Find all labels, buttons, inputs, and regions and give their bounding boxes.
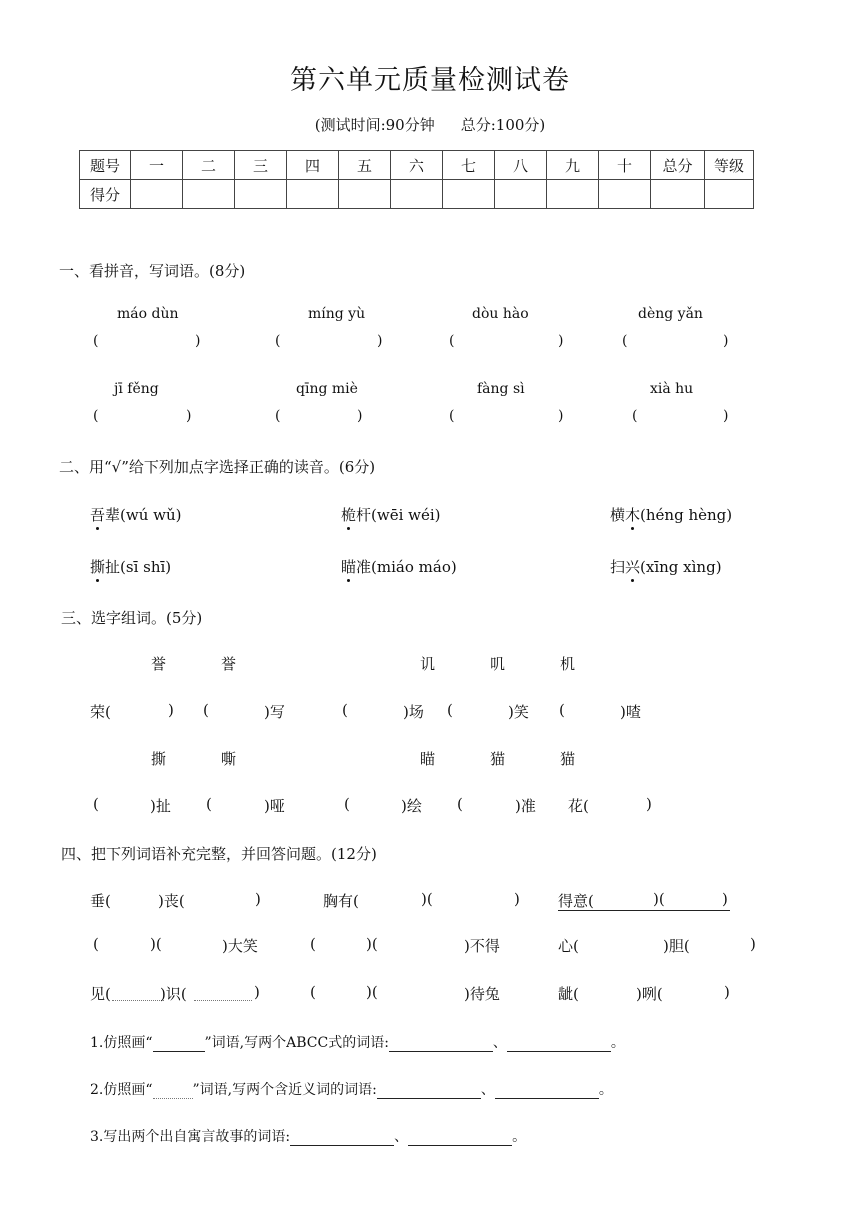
period: 。	[512, 1129, 527, 1145]
question-2	[90, 1079, 613, 1099]
fill-text: 胸有(	[323, 892, 359, 910]
period: 。	[610, 1035, 625, 1051]
reading-options[interactable]: (miáo máo)	[371, 558, 457, 576]
dotted-char: 木	[625, 506, 641, 524]
question-text: ”词语,写两个含近义词的词语:	[192, 1082, 377, 1098]
fill-text: )写	[264, 703, 285, 721]
pinyin: fàng sì	[477, 381, 525, 397]
fill-text: 花(	[568, 797, 589, 815]
section-4-heading: 四、把下列词语补充完整，并回答问题。(12分)	[61, 845, 377, 863]
reading-options[interactable]: (wēi wéi)	[371, 506, 441, 524]
dotted-char: 吾	[90, 506, 106, 524]
fill-text: (	[447, 701, 453, 719]
char-option: 誉	[221, 655, 237, 673]
score-header-cell: 一	[131, 151, 183, 180]
fill-text: (	[310, 983, 316, 1001]
dotted-char: 瞄	[341, 558, 357, 576]
item-word: 横	[610, 506, 626, 524]
answer-bracket-close: )	[558, 408, 564, 424]
separator: 、	[480, 1082, 495, 1098]
fill-text: )绘	[401, 797, 422, 815]
reading-item	[610, 504, 732, 525]
reading-options[interactable]: (wú wǔ)	[120, 506, 182, 524]
item-word: 扫	[610, 558, 626, 576]
section-2-heading: 二、用“√”给下列加点字选择正确的读音。(6分)	[59, 458, 376, 476]
score-input-cell[interactable]	[131, 180, 183, 209]
fill-text: )大笑	[222, 937, 258, 955]
pinyin: dòu hào	[472, 306, 529, 322]
score-header-cell: 总分	[651, 151, 705, 180]
fill-text: (	[93, 935, 99, 953]
score-row-label: 得分	[80, 180, 131, 209]
fill-text: (	[93, 795, 99, 813]
fill-text: )	[646, 795, 652, 813]
fill-text: )	[750, 935, 756, 953]
dotted-char: 桅	[341, 506, 357, 524]
section-1-heading: 一、看拼音，写词语。(8分)	[59, 262, 246, 280]
score-table-header-row	[80, 151, 754, 180]
fill-text: )	[724, 983, 730, 1001]
char-option: 机	[560, 655, 576, 673]
dotted-underlined-idiom	[90, 983, 262, 1002]
char-option: 瞄	[420, 750, 436, 768]
reading-options[interactable]: (héng hèng)	[640, 506, 733, 524]
score-input-cell[interactable]	[235, 180, 287, 209]
score-header-cell: 三	[235, 151, 287, 180]
score-input-cell[interactable]	[183, 180, 235, 209]
question-text: 2.仿照画“	[90, 1082, 153, 1098]
fill-text: )	[722, 890, 728, 908]
score-header-cell: 等级	[705, 151, 754, 180]
fill-text: (	[206, 795, 212, 813]
underline-sample	[153, 1036, 205, 1052]
answer-blank[interactable]	[507, 1036, 611, 1052]
fill-text: (	[310, 935, 316, 953]
section-3-heading: 三、选字组词。(5分)	[61, 609, 203, 627]
pinyin: dèng yǎn	[638, 306, 703, 322]
answer-blank[interactable]	[290, 1130, 394, 1146]
fill-text: 垂(	[90, 892, 111, 910]
separator: 、	[492, 1035, 507, 1051]
fill-text: )哑	[264, 797, 285, 815]
fill-text: )胆(	[663, 937, 690, 955]
test-info	[0, 114, 860, 135]
fill-text: 见(	[90, 985, 111, 1003]
pinyin: míng yù	[308, 306, 366, 322]
answer-blank[interactable]	[495, 1083, 599, 1099]
char-option: 撕	[151, 750, 167, 768]
answer-bracket-close: )	[558, 333, 564, 349]
pinyin: qīng miè	[296, 381, 358, 397]
score-header-cell: 四	[287, 151, 339, 180]
answer-bracket-open: (	[93, 408, 99, 424]
underlined-idiom	[558, 890, 730, 911]
test-time: (测试时间:90分钟	[314, 116, 435, 134]
score-input-cell[interactable]	[599, 180, 651, 209]
score-header-cell: 十	[599, 151, 651, 180]
fill-text: )识(	[160, 985, 187, 1003]
fill-text: )	[168, 701, 174, 719]
pinyin: jī fěng	[114, 381, 159, 397]
question-3	[90, 1126, 526, 1146]
fill-text: 心(	[558, 937, 579, 955]
score-header-cell: 八	[495, 151, 547, 180]
reading-item	[90, 556, 171, 577]
reading-options[interactable]: (sī shī)	[120, 558, 172, 576]
reading-item	[341, 556, 457, 577]
pinyin: máo dùn	[117, 306, 179, 322]
item-word: 杆	[356, 506, 372, 524]
score-header-cell: 题号	[80, 151, 131, 180]
answer-bracket-open: (	[449, 333, 455, 349]
question-text: 1.仿照画“	[90, 1035, 153, 1051]
score-header-cell: 二	[183, 151, 235, 180]
fill-text: )扯	[150, 797, 171, 815]
question-text: 3.写出两个出自寓言故事的词语:	[90, 1129, 291, 1145]
fill-text: )	[255, 890, 261, 908]
answer-bracket-open: (	[275, 333, 281, 349]
answer-bracket-open: (	[632, 408, 638, 424]
reading-item	[90, 504, 182, 525]
answer-bracket-open: (	[622, 333, 628, 349]
reading-item	[610, 556, 722, 577]
separator: 、	[394, 1129, 409, 1145]
fill-text: )准	[515, 797, 536, 815]
answer-bracket-close: )	[195, 333, 201, 349]
dotted-char: 撕	[90, 558, 106, 576]
fill-text: 荣(	[90, 703, 111, 721]
fill-text: 龇(	[558, 985, 579, 1003]
fill-text: (	[344, 795, 350, 813]
score-table	[79, 150, 754, 209]
score-input-cell[interactable]	[495, 180, 547, 209]
fill-text: (	[342, 701, 348, 719]
char-option: 猫	[490, 750, 506, 768]
fill-text: )待兔	[464, 985, 500, 1003]
answer-bracket-close: )	[377, 333, 383, 349]
score-header-cell: 六	[391, 151, 443, 180]
score-input-cell[interactable]	[651, 180, 705, 209]
char-option: 嘶	[221, 750, 237, 768]
fill-text: )(	[421, 890, 433, 908]
question-text: ”词语,写两个ABCC式的词语:	[204, 1035, 389, 1051]
fill-text: (	[559, 701, 565, 719]
answer-bracket-close: )	[357, 408, 363, 424]
page-title: 第六单元质量检测试卷	[290, 65, 570, 96]
answer-bracket-open: (	[449, 408, 455, 424]
char-option: 讥	[420, 655, 436, 673]
fill-text: )不得	[464, 937, 500, 955]
reading-options[interactable]: (xīng xìng)	[640, 558, 722, 576]
char-option: 猫	[560, 750, 576, 768]
score-header-cell: 五	[339, 151, 391, 180]
fill-text: )笑	[508, 703, 529, 721]
fill-text: )	[514, 890, 520, 908]
score-table-score-row	[80, 180, 754, 209]
fill-text: )(	[150, 935, 162, 953]
reading-item	[341, 504, 441, 525]
score-input-cell[interactable]	[705, 180, 754, 209]
fill-text: )(	[653, 890, 665, 908]
pinyin: xià hu	[650, 381, 694, 397]
score-input-cell[interactable]	[547, 180, 599, 209]
score-header-cell: 七	[443, 151, 495, 180]
answer-bracket-close: )	[723, 333, 729, 349]
score-input-cell[interactable]	[391, 180, 443, 209]
total-score: 总分:100分)	[460, 116, 546, 134]
answer-bracket-open: (	[93, 333, 99, 349]
answer-blank[interactable]	[408, 1130, 512, 1146]
dotted-char: 兴	[625, 558, 641, 576]
score-header-cell: 九	[547, 151, 599, 180]
char-option: 叽	[490, 655, 506, 673]
char-option: 誉	[151, 655, 167, 673]
fill-text: 得意(	[558, 892, 594, 910]
item-word: 准	[356, 558, 372, 576]
fill-text: )咧(	[636, 985, 663, 1003]
fill-text: )	[254, 983, 260, 1001]
answer-bracket-close: )	[186, 408, 192, 424]
item-word: 辈	[105, 506, 121, 524]
question-1	[90, 1032, 625, 1052]
fill-text: )喳	[620, 703, 641, 721]
fill-text: )场	[403, 703, 424, 721]
score-input-cell[interactable]	[287, 180, 339, 209]
answer-blank[interactable]	[389, 1036, 493, 1052]
period: 。	[598, 1082, 613, 1098]
fill-text: (	[457, 795, 463, 813]
fill-text: )(	[366, 935, 378, 953]
answer-bracket-close: )	[723, 408, 729, 424]
fill-text: )丧(	[158, 892, 185, 910]
dotted-sample	[153, 1083, 193, 1099]
answer-blank[interactable]	[377, 1083, 481, 1099]
score-input-cell[interactable]	[443, 180, 495, 209]
score-input-cell[interactable]	[339, 180, 391, 209]
item-word: 扯	[105, 558, 121, 576]
fill-text: )(	[366, 983, 378, 1001]
answer-bracket-open: (	[275, 408, 281, 424]
fill-text: (	[203, 701, 209, 719]
